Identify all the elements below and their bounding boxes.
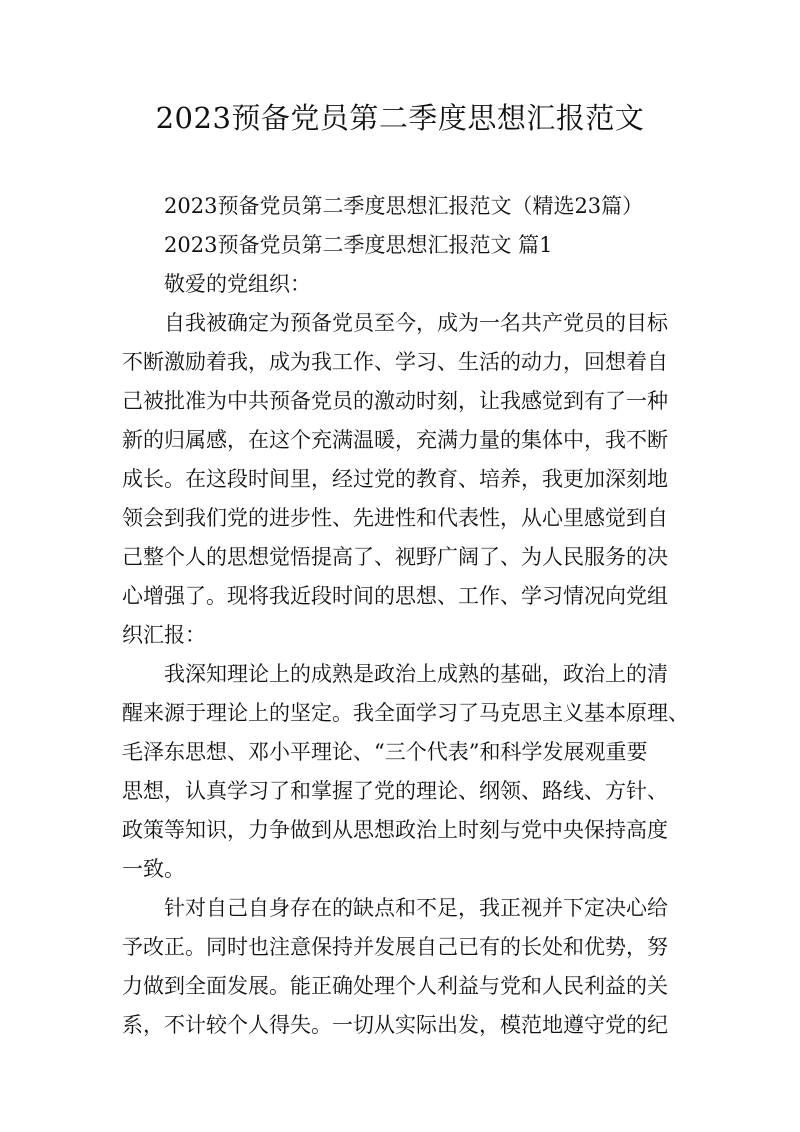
paragraph-line: 新的归属感，在这个充满温暖，充满力量的集体中，我不断 xyxy=(122,428,668,452)
salutation: 敬爱的党组织： xyxy=(164,272,311,296)
paragraph-line: 政策等知识，力争做到从思想政治上时刻与党中央保持高度 xyxy=(122,818,668,842)
paragraph-line: 毛泽东思想、邓小平理论、“三个代表”和科学发展观重要 xyxy=(122,740,648,764)
paragraph-line: 织汇报： xyxy=(122,623,206,647)
paragraph-line: 自我被确定为预备党员至今，成为一名共产党员的目标 xyxy=(164,311,668,335)
paragraph-line: 不断激励着我，成为我工作、学习、生活的动力，回想着自 xyxy=(122,350,668,374)
paragraph-line: 针对自己自身存在的缺点和不足，我正视并下定决心给 xyxy=(164,896,668,920)
paragraph-line: 己整个人的思想觉悟提高了、视野广阔了、为人民服务的决 xyxy=(122,545,668,569)
paragraph-line: 成长。在这段时间里，经过党的教育、培养，我更加深刻地 xyxy=(122,467,668,491)
paragraph-line: 领会到我们党的进步性、先进性和代表性，从心里感觉到自 xyxy=(122,506,668,530)
paragraph-line: 醒来源于理论上的坚定。我全面学习了马克思主义基本原理、 xyxy=(122,701,689,725)
paragraph-line: 我深知理论上的成熟是政治上成熟的基础，政治上的清 xyxy=(164,662,668,686)
paragraph-line: 力做到全面发展。能正确处理个人利益与党和人民利益的关 xyxy=(122,974,668,998)
paragraph-line: 予改正。同时也注意保持并发展自己已有的长处和优势，努 xyxy=(122,935,668,959)
paragraph-line: 系，不计较个人得失。一切从实际出发，模范地遵守党的纪 xyxy=(122,1013,668,1037)
document-title: 2023预备党员第二季度思想汇报范文 xyxy=(155,101,645,135)
paragraph-line: 一致。 xyxy=(122,857,185,881)
paragraph-line: 己被批准为中共预备党员的激动时刻，让我感觉到有了一种 xyxy=(122,389,668,413)
section-heading: 2023预备党员第二季度思想汇报范文 篇1 xyxy=(164,233,553,257)
paragraph-line: 心增强了。现将我近段时间的思想、工作、学习情况向党组 xyxy=(122,584,668,608)
paragraph-line: 思想，认真学习了和掌握了党的理论、纲领、路线、方针、 xyxy=(122,779,668,803)
subtitle-line: 2023预备党员第二季度思想汇报范文（精选23篇） xyxy=(164,194,644,218)
